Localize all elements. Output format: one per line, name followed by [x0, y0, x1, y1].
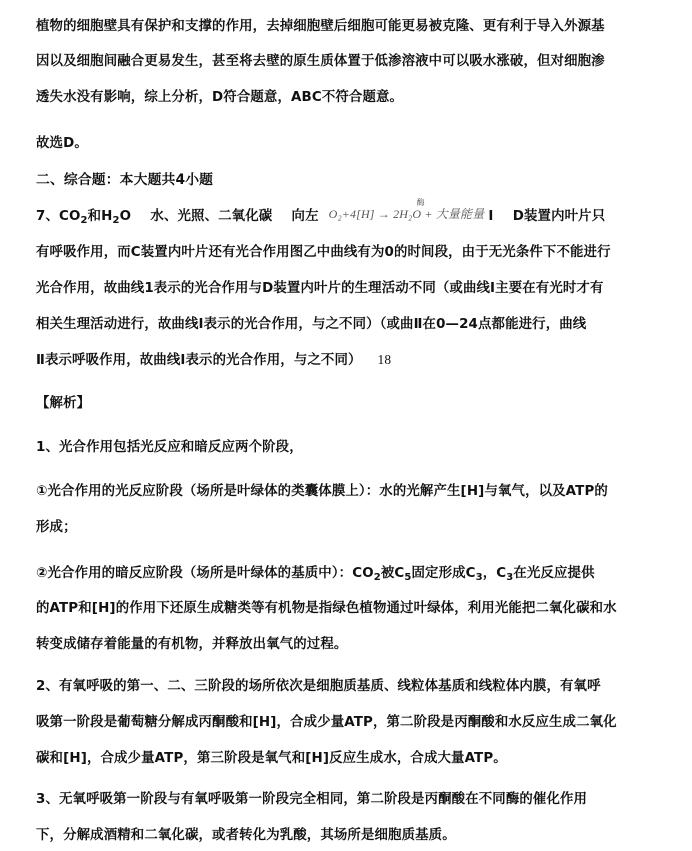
q7-sub-2: 2 — [112, 215, 120, 226]
text-line-2: 因以及细胞间融合更易发生，甚至将去壁的原生质体置于低渗溶液中可以吸水涨破，但对细胞渗 — [36, 54, 605, 69]
l15-sub-4: 3 — [506, 572, 514, 583]
section-heading: 二、综合题：本大题共4小题 — [36, 172, 214, 188]
q7-part-c: O 水、光照、二氧化碳 向左 — [119, 209, 319, 224]
l15-part-b: 被C — [380, 566, 405, 581]
l15-sub-2: 5 — [404, 572, 412, 583]
text-line-19: 吸第一阶段是葡萄糖分解成丙酮酸和[H]，合成少量ATP，第二阶段是丙酮酸和水反应生成二氧化 — [36, 715, 617, 730]
text-line-14: 形成； — [36, 520, 77, 535]
l15-sub-3: 3 — [475, 572, 483, 583]
text-line-3: 透失水没有影响，综上分析，D符合题意，ABC不符合题意。 — [36, 90, 404, 105]
question-7-line — [36, 198, 606, 226]
l15-part-c: 固定形成C — [411, 566, 476, 581]
text-line-1: 植物的细胞壁具有保护和支撑的作用，去掉细胞壁后细胞可能更易被克隆、更有利于导入外源基 — [36, 19, 605, 34]
q7-sub-1: 2 — [80, 215, 88, 226]
reaction-equation-text: O₂+4[H] → 2H₂O + 大量能量 — [328, 207, 485, 221]
l15-sub-1: 2 — [373, 572, 381, 583]
text-line-22: 下，分解成酒精和二氧化碳，或者转化为乳酸，其场所是细胞质基质。 — [36, 828, 456, 843]
text-line-16: 的ATP和[H]的作用下还原生成糖类等有机物是指绿色植物通过叶绿体，利用光能把二氧化碳和水 — [36, 601, 617, 616]
enzyme-label: 酶 — [416, 198, 425, 207]
text-line-12: 1、光合作用包括光反应和暗反应两个阶段， — [36, 440, 303, 455]
text-line-18: 2、有氧呼吸的第一、二、三阶段的场所依次是细胞质基质、线粒体基质和线粒体内膜，有氧呼 — [36, 679, 601, 694]
text-line-8: 光合作用，故曲线1表示的光合作用与D装置内叶片的生理活动不同（或曲线Ⅰ主要在有光时才有 — [36, 281, 604, 296]
text-line-17: 转变成储存着能量的有机物，并释放出氧气的过程。 — [36, 637, 348, 652]
l15-part-d: ，C — [482, 566, 507, 581]
reaction-equation — [328, 198, 485, 222]
l15-part-a: ②光合作用的暗反应阶段（场所是叶绿体的基质中）：CO — [36, 566, 374, 581]
text-line-9: 相关生理活动进行，故曲线Ⅰ表示的光合作用，与之不同）（或曲Ⅱ在0—24点都能进行，曲线 — [36, 317, 587, 332]
answer-line: 故选D。 — [36, 136, 88, 151]
analysis-heading: 【解析】 — [36, 396, 91, 411]
text-line-10-main: Ⅱ表示呼吸作用，故曲线Ⅰ表示的光合作用，与之不同） — [36, 353, 362, 368]
l15-part-e: 在光反应提供 — [513, 566, 595, 581]
text-line-15 — [36, 562, 595, 581]
text-line-20: 碳和[H]，合成少量ATP，第三阶段是氧气和[H]反应生成水，合成大量ATP。 — [36, 751, 507, 766]
text-line-10 — [36, 349, 391, 368]
q7-part-a: 7、CO — [36, 209, 81, 224]
q7-part-b: 和H — [87, 209, 113, 224]
score-number: 18 — [377, 352, 392, 367]
text-line-21: 3、无氧呼吸第一阶段与有氧呼吸第一阶段完全相同，第二阶段是丙酮酸在不同酶的催化作用 — [36, 792, 588, 807]
q7-part-d: Ⅰ D装置内叶片只 — [488, 209, 606, 224]
text-line-7: 有呼吸作用，而C装置内叶片还有光合作用图乙中曲线有为0的时间段，由于无光条件下不能进行 — [36, 245, 611, 260]
text-line-13: ①光合作用的光反应阶段（场所是叶绿体的类囊体膜上）：水的光解产生[H]与氧气，以及ATP的 — [36, 484, 608, 499]
